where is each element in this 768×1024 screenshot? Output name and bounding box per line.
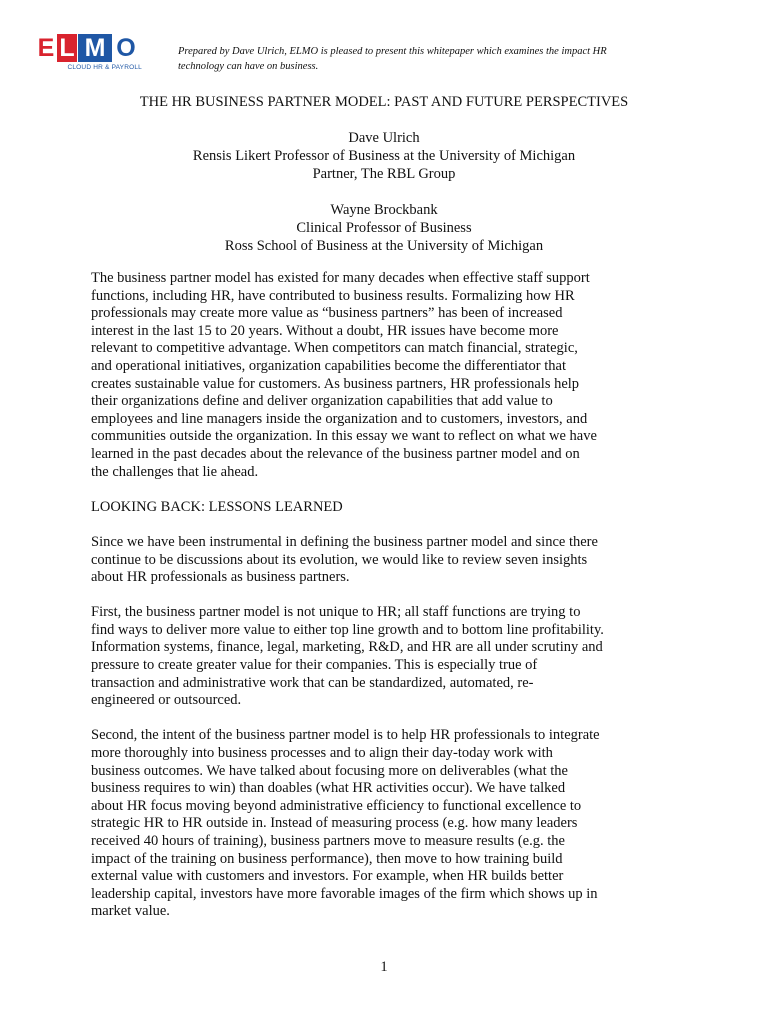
text-line: professionals may create more value as “business partners” has been of increased [91,305,563,322]
text-line: Second, the intent of the business partner model is to help HR professionals to integrate [91,727,600,744]
body-paragraph [91,534,691,587]
text-line: creates sustainable value for customers. As business partners, HR professionals help [91,375,580,392]
text-line: the challenges that lie ahead. [91,463,259,480]
text-line: about HR focus moving beyond administrative efficiency to functional excellence to [91,797,582,814]
text-line: continue to be discussions about its evolution, we would like to review seven insights [91,551,588,568]
author-affiliation: Clinical Professor of Business [296,220,472,236]
text-line: market value. [91,903,170,920]
logo-letter-o: O [116,34,136,62]
header-note [178,44,658,74]
text-line: impact of the training on business performance), then move to how training build [91,850,563,867]
text-line: employees and line managers inside the organization and to customers, investors, and [91,410,588,427]
logo-tagline: CLOUD HR & PAYROLL [67,64,142,71]
text-line: strategic HR to HR outside in. Instead of measuring process (e.g. how many leaders [91,815,578,832]
header-note-line: Prepared by Dave Ulrich, ELMO is pleased to present this whitepaper which examines the impact HR [178,46,607,57]
author-list [0,129,768,255]
section-heading [91,499,691,517]
text-line: business requires to win) than doables (what HR activities occur). We have talked [91,780,566,797]
text-line: their organizations define and deliver organization capabilities that add value to [91,393,553,410]
elmo-logo [36,34,142,74]
author-name: Dave Ulrich [348,130,420,146]
text-line: pressure to create greater value for their companies. This is especially true of [91,657,538,674]
text-line: about HR professionals as business partners. [91,569,350,586]
text-line: leadership capital, investors have more favorable images of the firm which shows up in [91,885,598,902]
text-line: engineered or outsourced. [91,692,242,709]
body-paragraph [91,727,691,921]
logo-letter-m: M [78,34,112,62]
author-affiliation: Ross School of Business at the University of Michigan [224,238,544,254]
author-affiliation: Partner, The RBL Group [312,166,456,182]
text-line: find ways to deliver more value to either top line growth and to bottom line profitability. [91,621,604,638]
author-affiliation: Rensis Likert Professor of Business at the University of Michigan [192,148,576,164]
text-line: First, the business partner model is not unique to HR; all staff functions are trying to [91,604,581,621]
text-line: communities outside the organization. In this essay we want to reflect on what we have [91,428,597,445]
body-paragraph [91,270,691,481]
text-line: functions, including HR, have contributed to business results. Formalizing how HR [91,287,575,304]
header-note-line: technology can have on business. [178,61,319,72]
text-line: learned in the past decades about the relevance of the business partner model and on [91,445,580,462]
text-line: The business partner model has existed for many decades when effective staff support [91,270,590,286]
author-block [0,129,768,183]
text-line: relevant to competitive advantage. When competitors can match financial, strategic, [91,340,578,357]
body-paragraph [91,604,691,710]
text-line: Since we have been instrumental in defining the business partner model and since there [91,533,598,550]
text-line: external value with customers and investors. For example, when HR builds better [91,868,564,885]
author-block [0,201,768,255]
author-name: Wayne Brockbank [330,202,438,218]
logo-letter-e: E [37,34,55,62]
document-title: THE HR BUSINESS PARTNER MODEL: PAST AND FUTURE PERSPECTIVES [139,94,629,110]
text-line: and operational initiatives, organization capabilities become the differentiator that [91,357,566,374]
text-line: LOOKING BACK: LESSONS LEARNED [91,498,343,515]
text-line: more thoroughly into business processes and to align their day-today work with [91,745,553,762]
logo-letter-l: L [57,34,77,62]
document-body [91,270,691,939]
text-line: Information systems, finance, legal, marketing, R&D, and HR are all under scrutiny and [91,639,603,656]
text-line: received 40 hours of training), business partners move to measure results (e.g. the [91,833,565,849]
text-line: business outcomes. We have talked about focusing more on deliverables (what the [91,762,568,779]
page-number: 1 [380,959,388,975]
logo-wordmark [36,34,142,62]
text-line: interest in the last 15 to 20 years. Without a doubt, HR issues have become more [91,322,559,339]
text-line: transaction and administrative work that can be standardized, automated, re- [91,674,534,691]
